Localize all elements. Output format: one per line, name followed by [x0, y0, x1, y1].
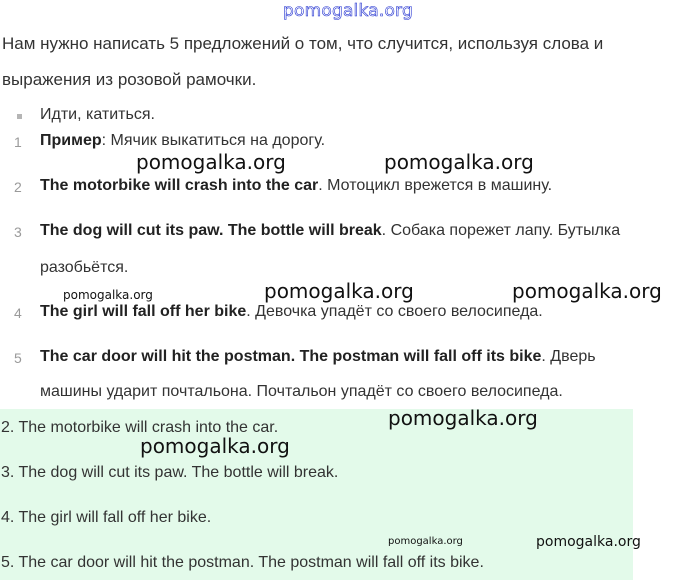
intro-line-2: выражения из розовой рамочки.	[2, 70, 257, 89]
item-number: 4	[14, 305, 22, 321]
list-item-4	[40, 303, 543, 321]
item-bold: The girl will fall off her bike	[40, 303, 247, 320]
watermark: pomogalka.org	[536, 534, 641, 550]
watermark: pomogalka.org	[264, 279, 414, 303]
item-text: . Дверь	[541, 348, 596, 365]
item-number: 5	[14, 350, 22, 366]
item-bold: Пример	[40, 132, 102, 149]
answer-line: 3. The dog will cut its paw. The bottle will break.	[1, 464, 339, 481]
bullet-marker	[17, 114, 22, 119]
item-number: 3	[14, 224, 22, 240]
item-bold: The car door will hit the postman. The postman will fall off its bike	[40, 348, 542, 365]
item-number: 2	[14, 179, 22, 195]
list-item-1	[40, 132, 325, 150]
item-text: : Мячик выкатиться на дорогу.	[101, 132, 326, 149]
item-bold: The motorbike will crash into the car	[40, 177, 319, 194]
watermark: pomogalka.org	[136, 150, 286, 174]
watermark: pomogalka.org	[140, 434, 290, 458]
item-bold: The dog will cut its paw. The bottle will break	[40, 222, 382, 239]
answer-line: 5. The car door will hit the postman. The postman will fall off its bike.	[1, 554, 484, 571]
item-text: . Собака порежет лапу. Бутылка	[381, 222, 621, 239]
list-item-5-continuation: машины ударит почтальона. Почтальон упадёт со своего велосипеда.	[40, 383, 563, 400]
watermark: pomogalka.org	[388, 536, 463, 547]
list-item-2	[40, 177, 552, 195]
list-item-5	[40, 348, 596, 366]
list-item-3-continuation: разобьётся.	[40, 259, 129, 276]
watermark: pomogalka.org	[63, 288, 153, 302]
item-text: . Мотоцикл врежется в машину.	[318, 177, 553, 194]
watermark: pomogalka.org	[512, 279, 662, 303]
answer-line: 2. The motorbike will crash into the car.	[1, 419, 279, 436]
item-text: . Девочка упадёт со своего велосипеда.	[246, 303, 543, 320]
intro-line-1: Нам нужно написать 5 предложений о том, что случится, используя слова и	[2, 34, 604, 53]
bullet-text: Идти, катиться.	[40, 106, 155, 123]
answer-line: 4. The girl will fall off her bike.	[1, 509, 212, 526]
item-number: 1	[14, 134, 22, 150]
watermark: pomogalka.org	[388, 406, 538, 430]
watermark: pomogalka.org	[384, 150, 534, 174]
watermark-top: pomogalka.org	[283, 1, 413, 21]
list-item-3	[40, 222, 620, 240]
